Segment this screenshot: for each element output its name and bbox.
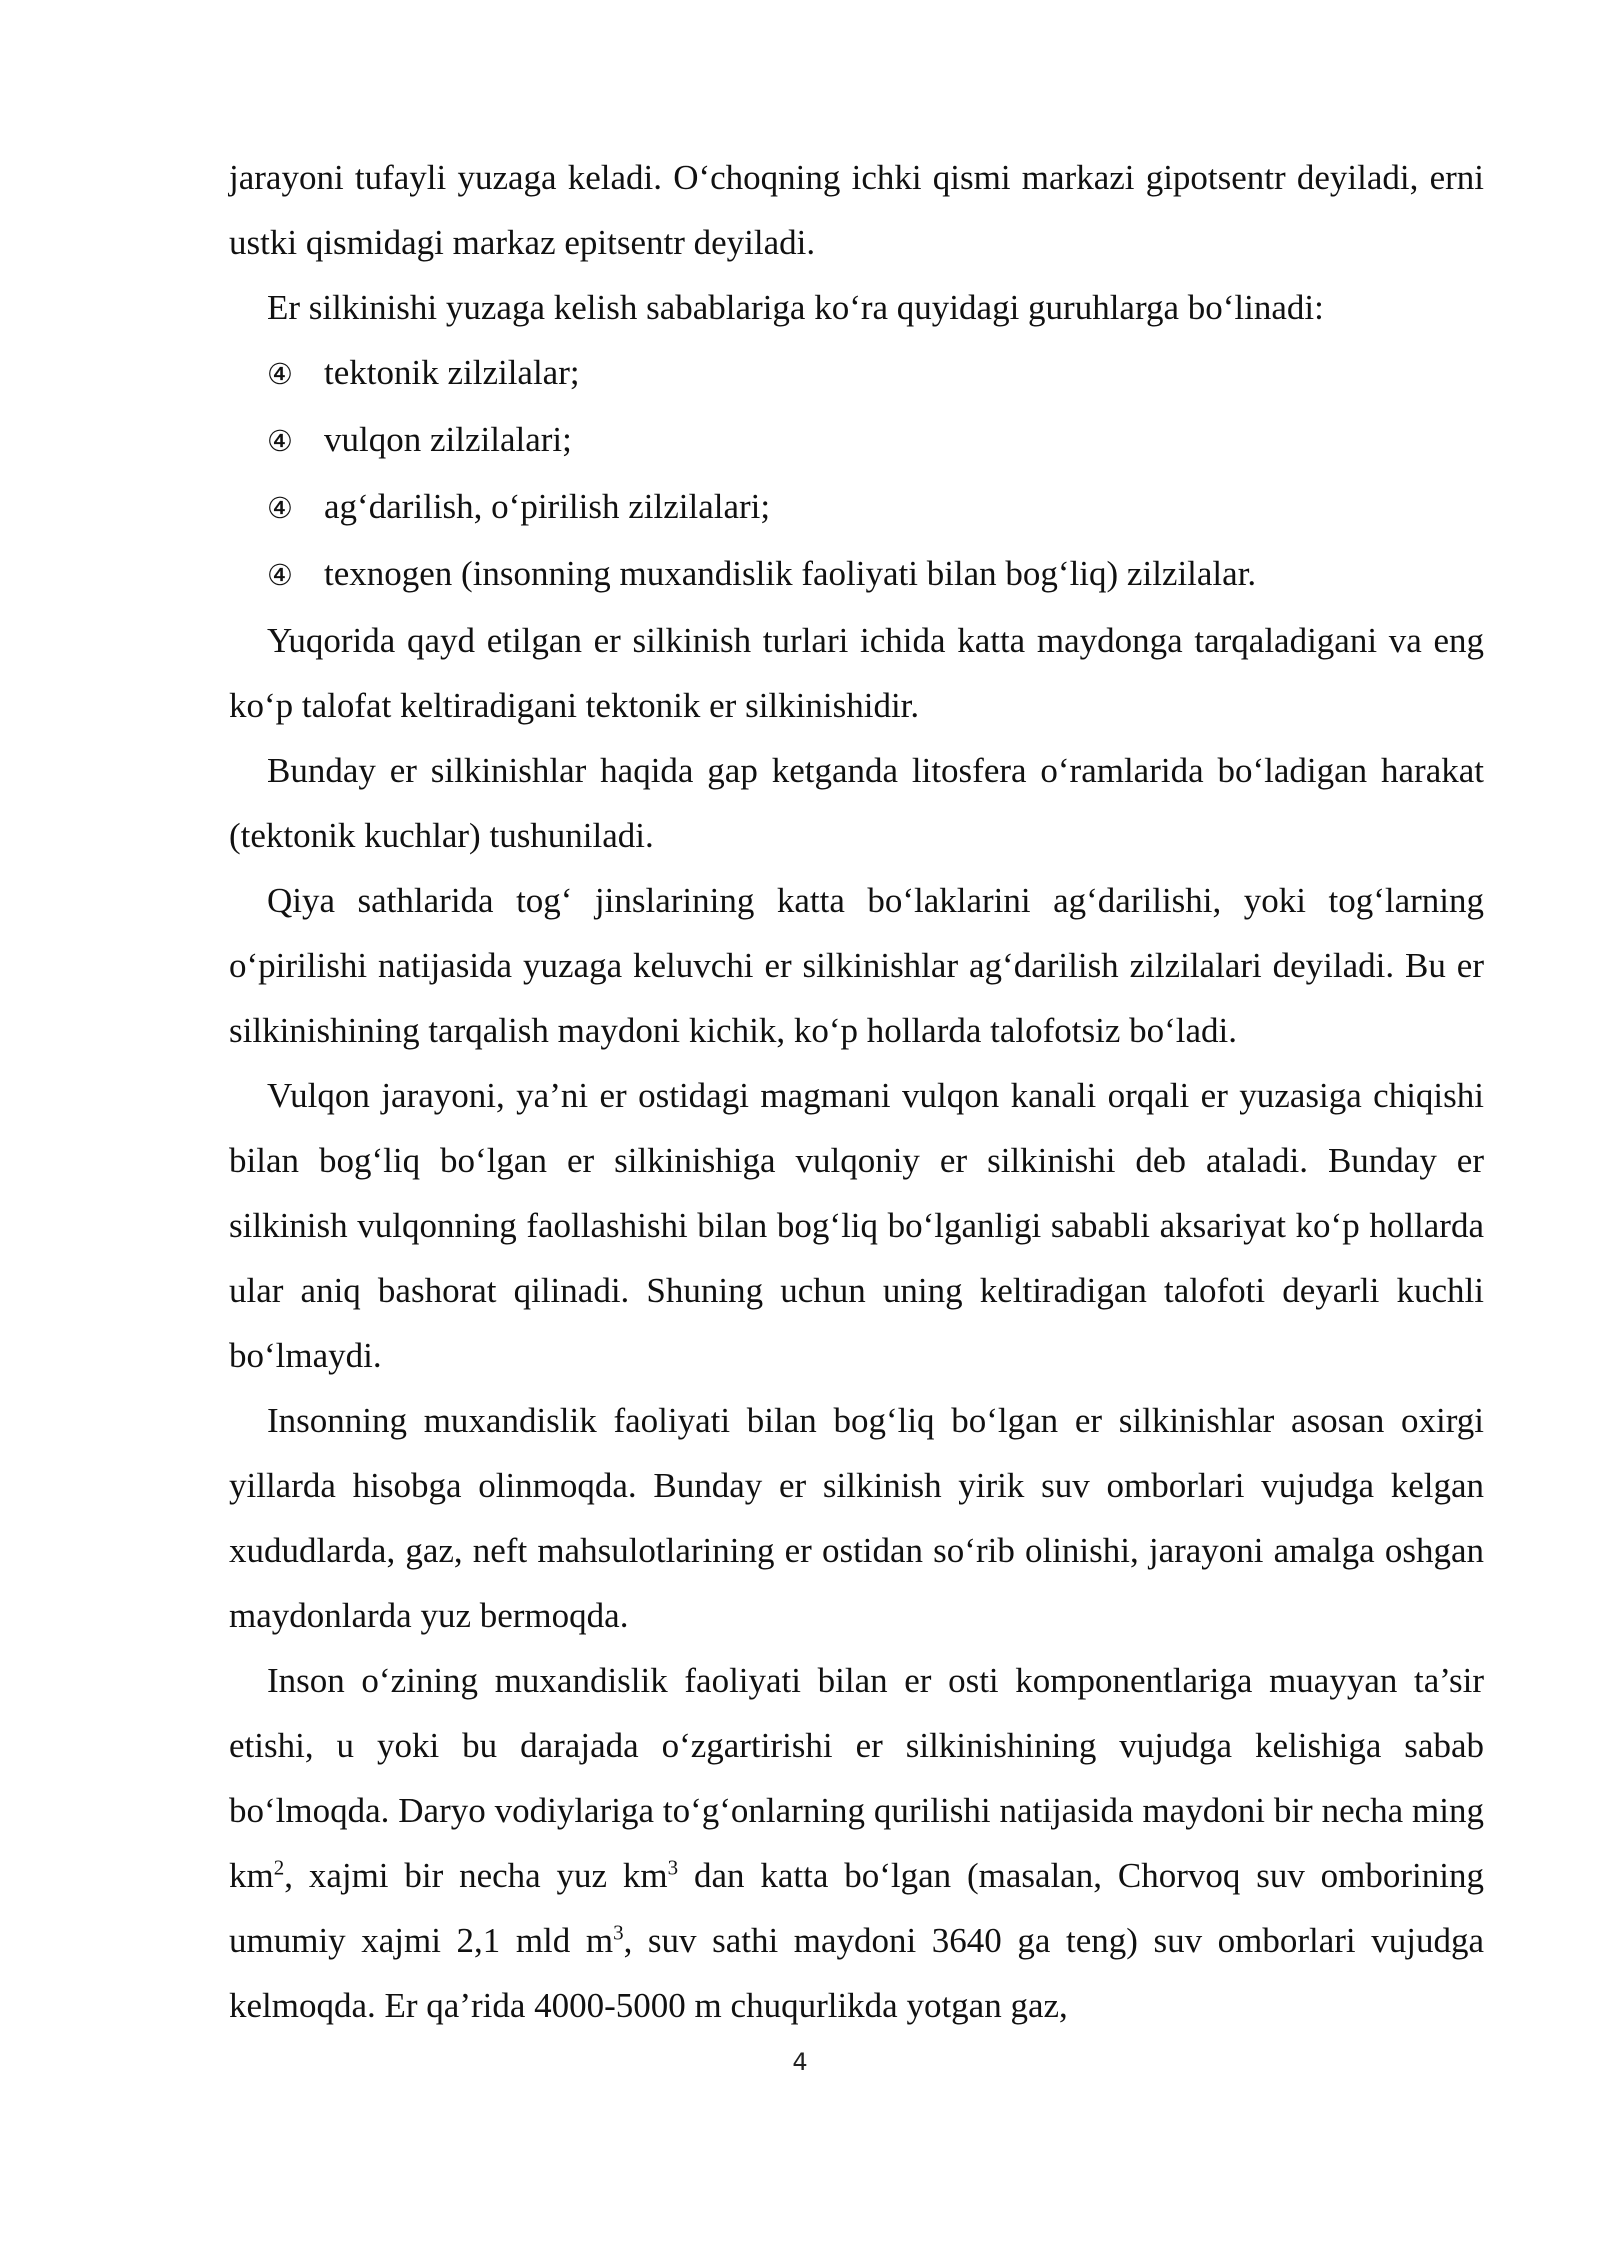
text-segment: dan katta bo‘lgan (masalan, Chorvoq suv omborining umumiy xajmi 2,1 mld m	[229, 1856, 1485, 1960]
list-item	[229, 474, 1484, 541]
text-segment: Inson o‘zining muxandislik faoliyati bilan er osti komponentlariga muayyan ta’sir etishi, u yoki bu darajada o‘zgartirishi er silkinishining vujudga kelishiga sabab bo‘lmoqda. Daryo vodiylariga to‘g‘onlarning qurilishi natijasida maydoni bir necha ming km	[229, 1661, 1484, 1895]
paragraph-tectonic: Yuqorida qayd etilgan er silkinish turlari ichida katta maydonga tarqaladigani va eng ko‘p talofat keltiradigani tektonik er silkinishidir.	[229, 621, 1484, 725]
list-item	[229, 407, 1484, 474]
text-segment: , xajmi bir necha yuz km	[284, 1856, 668, 1895]
circled-four-icon: ④	[267, 558, 293, 592]
circled-four-icon: ④	[267, 424, 293, 458]
text-segment: , suv sathi maydoni 3640 ga teng) suv omborlari vujudga kelmoqda. Er qa’rida 4000-5000 m chuqurlikda yotgan gaz,	[229, 1921, 1484, 2025]
paragraph-classification-intro: Er silkinishi yuzaga kelish sabablariga ko‘ra quyidagi guruhlarga bo‘linadi:	[267, 288, 1324, 327]
list-item	[229, 340, 1484, 407]
circled-four-icon: ④	[267, 491, 293, 525]
superscript: 2	[273, 1855, 285, 1880]
paragraph-human-induced: Insonning muxandislik faoliyati bilan bog‘liq bo‘lgan er silkinishlar asosan oxirgi yillarda hisobga olinmoqda. Bunday er silkinish yirik suv omborlari vujudga kelgan xududlarda, gaz, neft mahsulotlarining er ostidan so‘rib olinishi, jarayoni amalga oshgan maydonlarda yuz bermoqda.	[229, 1401, 1484, 1635]
paragraph-continuation: jarayoni tufayli yuzaga keladi. O‘choqning ichki qismi markazi gipotsentr deyiladi, erni ustki qismidagi markaz epitsentr deyiladi.	[229, 158, 1484, 262]
list-item	[229, 541, 1484, 608]
list-item-text: vulqon zilzilalari;	[324, 420, 572, 459]
paragraph-lithosphere: Bunday er silkinishlar haqida gap ketganda litosfera o‘ramlarida bo‘ladigan harakat (tektonik kuchlar) tushuniladi.	[229, 751, 1484, 855]
paragraph-landslide: Qiya sathlarida tog‘ jinslarining katta bo‘laklarini ag‘darilishi, yoki tog‘larning o‘pirilishi natijasida yuzaga keluvchi er silkinishlar ag‘darilish zilzilalari deyiladi. Bu er silkinishining tarqalish maydoni kichik, ko‘p hollarda talofotsiz bo‘ladi.	[229, 881, 1484, 1050]
list-item-text: tektonik zilzilalar;	[324, 353, 580, 392]
page-number: 4	[792, 2048, 808, 2076]
list-item-text: texnogen (insonning muxandislik faoliyati bilan bog‘liq) zilzilalar.	[324, 554, 1257, 593]
superscript: 3	[667, 1855, 679, 1880]
circled-four-icon: ④	[267, 357, 293, 391]
superscript: 3	[613, 1920, 624, 1945]
paragraph-reservoirs	[229, 1648, 1484, 2038]
page-body	[229, 145, 1484, 2038]
earthquake-types-list	[229, 340, 1484, 608]
paragraph-volcanic: Vulqon jarayoni, ya’ni er ostidagi magmani vulqon kanali orqali er yuzasiga chiqishi bilan bog‘liq bo‘lgan er silkinishiga vulqoniy er silkinishi deb ataladi. Bunday er silkinish vulqonning faollashishi bilan bog‘liq bo‘lganligi sababli aksariyat ko‘p hollarda ular aniq bashorat qilinadi. Shuning uchun uning keltiradigan talofoti deyarli kuchli bo‘lmaydi.	[229, 1076, 1484, 1375]
list-item-text: ag‘darilish, o‘pirilish zilzilalari;	[324, 487, 771, 526]
